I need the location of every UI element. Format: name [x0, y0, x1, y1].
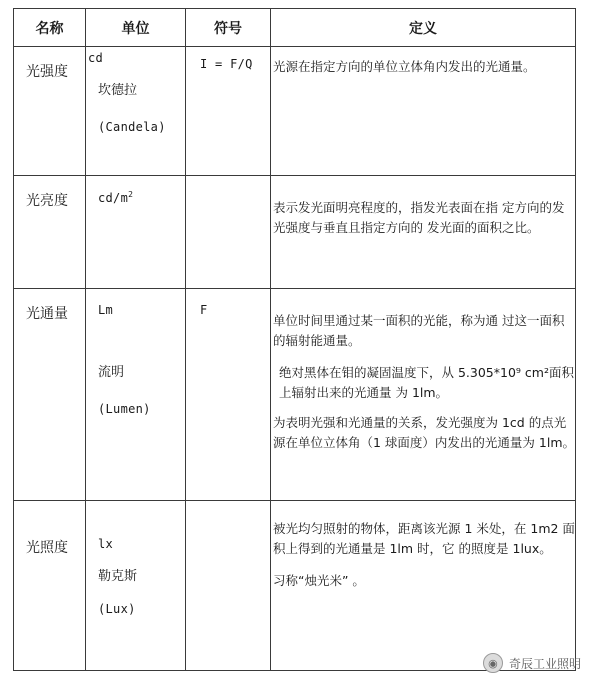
header-symbol: 符号 [186, 9, 271, 47]
unit-code: cd [88, 51, 104, 65]
row-unit [86, 501, 186, 671]
watermark-text: 奇辰工业照明 [508, 656, 581, 671]
row-unit [86, 176, 186, 289]
unit-code: Lm [98, 303, 114, 317]
unit-code: lx [98, 537, 114, 551]
row-symbol [186, 176, 271, 289]
row-symbol: F [186, 289, 271, 501]
unit-code: $cd/m^2$ [98, 190, 134, 205]
unit-en: (Lumen) [98, 402, 151, 416]
definition-text: 习称“烛光米” 。 [273, 573, 365, 588]
table-row [14, 176, 576, 289]
row-name: 光照度 [14, 501, 86, 671]
row-definition [271, 289, 576, 501]
row-name: 光强度 [14, 47, 86, 176]
table-row [14, 289, 576, 501]
units-table [13, 8, 576, 671]
unit-en: (Lux) [98, 602, 136, 616]
row-definition [271, 501, 576, 671]
header-unit: 单位 [86, 9, 186, 47]
definition-text: 单位时间里通过某一面积的光能，称为通 过这一面积的辐射能通量。 [273, 313, 565, 348]
row-definition [271, 176, 576, 289]
header-name: 名称 [14, 9, 86, 47]
unit-cn: 勒克斯 [98, 569, 138, 584]
row-symbol: I = F/Q [186, 47, 271, 176]
row-name: 光通量 [14, 289, 86, 501]
unit-en: (Candela) [98, 120, 166, 134]
row-unit [86, 47, 186, 176]
definition-text: 为表明光强和光通量的关系，发光强度为 1cd 的点光源在单位立体角（1 球面度）内发出的光通量为 1lm。 [273, 415, 576, 450]
header-row [14, 9, 576, 47]
definition-text: 光源在指定方向的单位立体角内发出的光通量。 [273, 59, 536, 74]
wechat-icon: ◉ [483, 653, 503, 673]
watermark [483, 653, 581, 673]
row-definition [271, 47, 576, 176]
definition-text: 表示发光面明亮程度的，指发光表面在指 定方向的发光强度与垂直且指定方向的 发光面的面积之比。 [273, 200, 565, 235]
table-row [14, 501, 576, 671]
row-symbol [186, 501, 271, 671]
table-row [14, 47, 576, 176]
definition-text: 绝对黑体在钼的凝固温度下，从 5.305*10⁹ cm²面积上辐射出来的光通量 为 1lm。 [279, 365, 574, 400]
row-unit [86, 289, 186, 501]
unit-cn: 流明 [98, 365, 125, 380]
definition-text: 被光均匀照射的物体，距离该光源 1 米处，在 1m2 面积上得到的光通量是 1lm 时，它 的照度是 1lux。 [273, 521, 575, 556]
unit-cn: 坎德拉 [98, 83, 138, 98]
header-definition: 定义 [271, 9, 576, 47]
row-name: 光亮度 [14, 176, 86, 289]
